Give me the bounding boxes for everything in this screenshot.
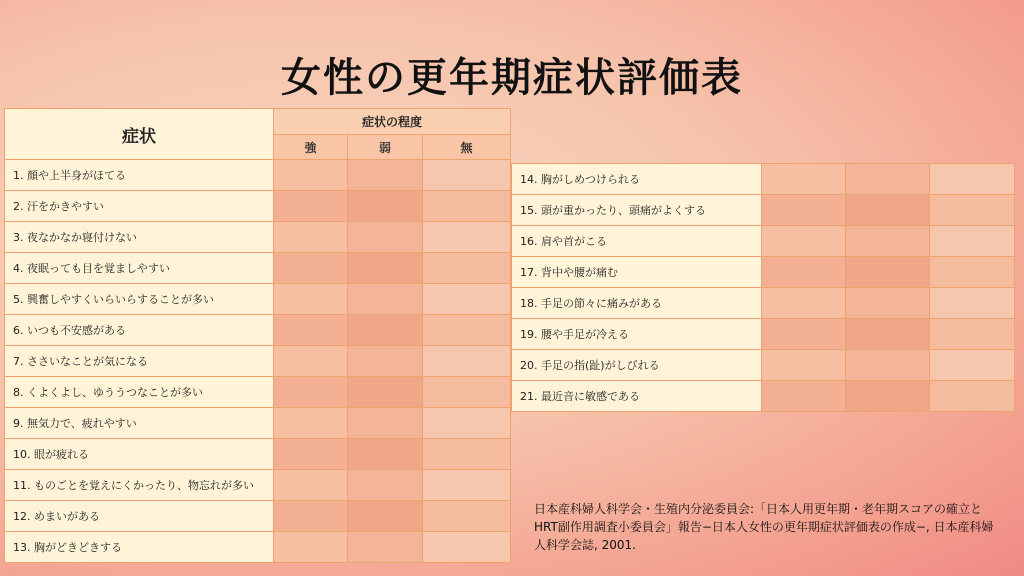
symptom-label: 21. 最近音に敏感である — [512, 381, 762, 412]
source-citation: 日本産科婦人科学会・生殖内分泌委員会:「日本人用更年期・老年期スコアの確立とHRT副作用調査小委員会」報告−日本人女性の更年期症状評価表の作成−, 日本産科婦人科学会誌, 2001. — [534, 502, 994, 552]
rating-cell-weak[interactable] — [348, 284, 423, 315]
rating-cell-none[interactable] — [423, 315, 511, 346]
symptom-row — [5, 315, 511, 346]
symptom-label: 3. 夜なかなか寝付けない — [5, 222, 274, 253]
rating-cell-weak[interactable] — [348, 346, 423, 377]
rating-cell-strong[interactable] — [762, 288, 846, 319]
rating-cell-weak[interactable] — [348, 222, 423, 253]
symptom-row — [512, 288, 1015, 319]
rating-cell-none[interactable] — [930, 381, 1015, 412]
symptom-label: 9. 無気力で、疲れやすい — [5, 408, 274, 439]
rating-cell-none[interactable] — [930, 350, 1015, 381]
rating-cell-weak[interactable] — [846, 195, 930, 226]
symptom-label: 1. 顔や上半身がほてる — [5, 160, 274, 191]
rating-cell-weak[interactable] — [846, 257, 930, 288]
symptom-label: 15. 頭が重かったり、頭痛がよくする — [512, 195, 762, 226]
rating-cell-weak[interactable] — [348, 377, 423, 408]
symptom-label: 2. 汗をかきやすい — [5, 191, 274, 222]
level-weak-header: 弱 — [348, 135, 423, 160]
symptom-row — [5, 160, 511, 191]
symptom-label: 17. 背中や腰が痛む — [512, 257, 762, 288]
rating-cell-none[interactable] — [423, 253, 511, 284]
rating-cell-strong[interactable] — [762, 257, 846, 288]
rating-cell-none[interactable] — [930, 226, 1015, 257]
rating-cell-strong[interactable] — [274, 470, 348, 501]
rating-cell-weak[interactable] — [846, 288, 930, 319]
level-none-header: 無 — [423, 135, 511, 160]
symptom-row — [5, 532, 511, 563]
rating-cell-strong[interactable] — [274, 315, 348, 346]
symptom-row — [5, 346, 511, 377]
rating-cell-weak[interactable] — [846, 319, 930, 350]
symptom-table-right — [511, 163, 1015, 412]
degree-header: 症状の程度 — [274, 109, 511, 135]
rating-cell-none[interactable] — [930, 195, 1015, 226]
rating-cell-weak[interactable] — [348, 408, 423, 439]
rating-cell-none[interactable] — [930, 257, 1015, 288]
rating-cell-strong[interactable] — [274, 439, 348, 470]
rating-cell-weak[interactable] — [348, 253, 423, 284]
rating-cell-strong[interactable] — [762, 319, 846, 350]
rating-cell-strong[interactable] — [762, 164, 846, 195]
rating-cell-weak[interactable] — [348, 501, 423, 532]
symptom-row — [512, 350, 1015, 381]
symptom-row — [512, 319, 1015, 350]
symptom-label: 4. 夜眠っても目を覚ましやすい — [5, 253, 274, 284]
rating-cell-strong[interactable] — [274, 532, 348, 563]
symptom-label: 8. くよくよし、ゆううつなことが多い — [5, 377, 274, 408]
symptom-label: 11. ものごとを覚えにくかったり、物忘れが多い — [5, 470, 274, 501]
symptom-row — [5, 191, 511, 222]
symptom-row — [5, 284, 511, 315]
symptom-label: 6. いつも不安感がある — [5, 315, 274, 346]
symptom-label: 14. 胸がしめつけられる — [512, 164, 762, 195]
symptom-label: 16. 肩や首がこる — [512, 226, 762, 257]
rating-cell-none[interactable] — [423, 501, 511, 532]
symptom-row — [5, 377, 511, 408]
rating-cell-weak[interactable] — [846, 226, 930, 257]
rating-cell-none[interactable] — [423, 377, 511, 408]
rating-cell-strong[interactable] — [762, 350, 846, 381]
page-title: 女性の更年期症状評価表 — [281, 55, 743, 101]
rating-cell-strong[interactable] — [762, 381, 846, 412]
rating-cell-strong[interactable] — [274, 160, 348, 191]
symptom-label: 12. めまいがある — [5, 501, 274, 532]
symptom-header: 症状 — [5, 109, 274, 160]
rating-cell-weak[interactable] — [348, 470, 423, 501]
symptom-label: 18. 手足の節々に痛みがある — [512, 288, 762, 319]
symptom-label: 5. 興奮しやすくいらいらすることが多い — [5, 284, 274, 315]
rating-cell-none[interactable] — [423, 346, 511, 377]
symptom-row — [512, 257, 1015, 288]
level-strong-header: 強 — [274, 135, 348, 160]
rating-cell-none[interactable] — [423, 191, 511, 222]
symptom-table-left — [4, 108, 511, 563]
rating-cell-none[interactable] — [423, 408, 511, 439]
rating-cell-weak[interactable] — [348, 532, 423, 563]
symptom-row — [512, 195, 1015, 226]
rating-cell-strong[interactable] — [274, 222, 348, 253]
rating-cell-weak[interactable] — [348, 315, 423, 346]
symptom-label: 19. 腰や手足が冷える — [512, 319, 762, 350]
symptom-row — [5, 439, 511, 470]
symptom-row — [5, 501, 511, 532]
symptom-row — [512, 164, 1015, 195]
rating-cell-strong[interactable] — [274, 501, 348, 532]
symptom-label: 7. ささいなことが気になる — [5, 346, 274, 377]
rating-cell-weak[interactable] — [846, 350, 930, 381]
rating-cell-none[interactable] — [423, 470, 511, 501]
rating-cell-none[interactable] — [930, 164, 1015, 195]
rating-cell-strong[interactable] — [274, 408, 348, 439]
rating-cell-strong[interactable] — [274, 284, 348, 315]
symptom-row — [512, 381, 1015, 412]
symptom-label: 20. 手足の指(趾)がしびれる — [512, 350, 762, 381]
symptom-row — [5, 470, 511, 501]
rating-cell-strong[interactable] — [274, 253, 348, 284]
symptom-row — [512, 226, 1015, 257]
rating-cell-none[interactable] — [930, 288, 1015, 319]
rating-cell-weak[interactable] — [846, 381, 930, 412]
symptom-label: 13. 胸がどきどきする — [5, 532, 274, 563]
rating-cell-strong[interactable] — [274, 377, 348, 408]
rating-cell-weak[interactable] — [348, 191, 423, 222]
rating-cell-strong[interactable] — [274, 191, 348, 222]
rating-cell-weak[interactable] — [846, 164, 930, 195]
rating-cell-none[interactable] — [423, 222, 511, 253]
symptom-row — [5, 222, 511, 253]
rating-cell-weak[interactable] — [348, 160, 423, 191]
symptom-row — [5, 253, 511, 284]
rating-cell-none[interactable] — [423, 160, 511, 191]
symptom-row — [5, 408, 511, 439]
rating-cell-weak[interactable] — [348, 439, 423, 470]
symptom-label: 10. 眼が疲れる — [5, 439, 274, 470]
rating-cell-strong[interactable] — [762, 195, 846, 226]
rating-cell-strong[interactable] — [762, 226, 846, 257]
rating-cell-none[interactable] — [930, 319, 1015, 350]
rating-cell-strong[interactable] — [274, 346, 348, 377]
rating-cell-none[interactable] — [423, 439, 511, 470]
rating-cell-none[interactable] — [423, 532, 511, 563]
rating-cell-none[interactable] — [423, 284, 511, 315]
